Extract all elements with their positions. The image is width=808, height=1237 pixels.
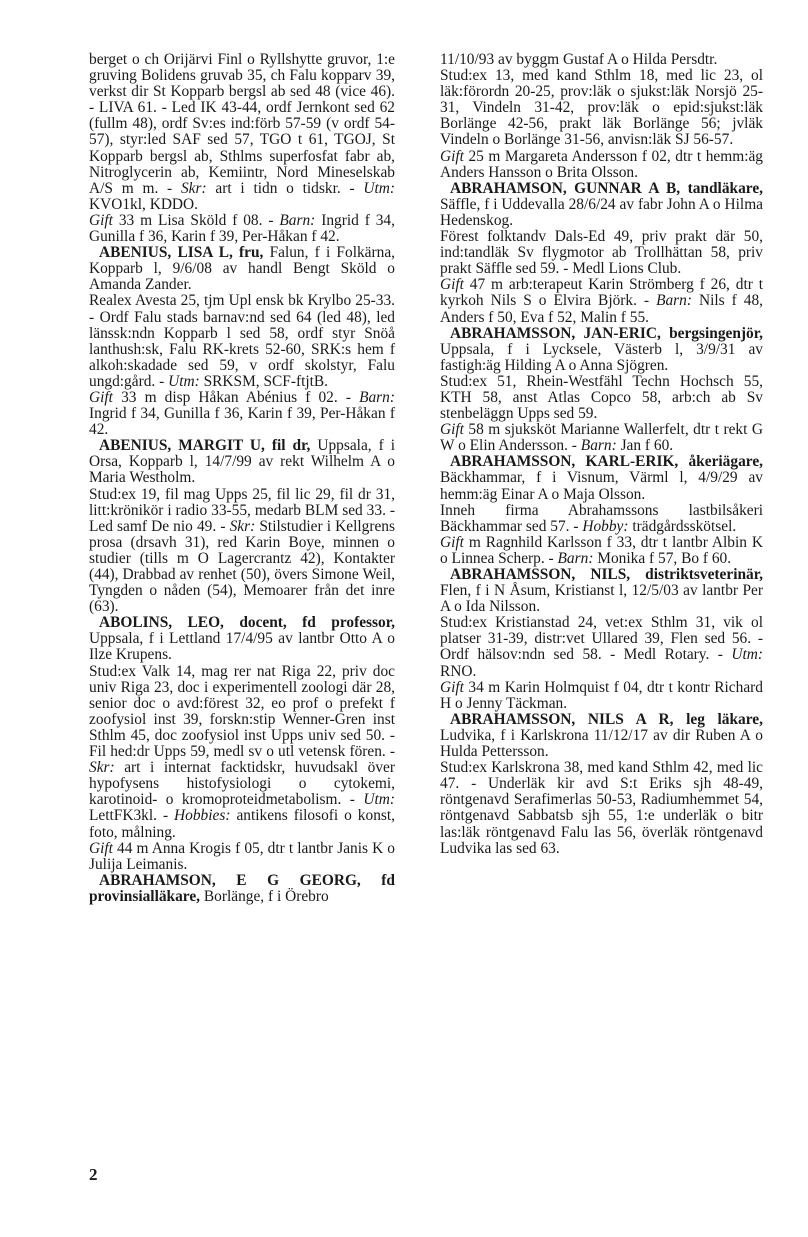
entry-text: Monika f 57, Bo f 60. (593, 549, 732, 567)
field-label: Skr: (229, 517, 256, 535)
field-label: Barn: (656, 292, 692, 310)
entry-text: Uppsala, f i Lycksele, Västerb l, 3/9/31 av fastigh:äg Hilding A o Anna Sjögren. (440, 340, 763, 374)
field-label: Skr: (89, 759, 115, 777)
entry-name: ABRAHAMSSON, KARL-ERIK, åkeriägare, (450, 453, 763, 471)
entry-heading (440, 181, 763, 229)
entry-paragraph (440, 374, 763, 422)
entry-paragraph (440, 503, 763, 535)
entry-text: Realex Avesta 25, tjm Upl ensk bk Krylbo 25-33. - Ordf Falu stads barnav:nd sed 64 (led 48), led länssk:ndn Kopparb l sed 58, ordf styr Snöå lanthush:sk, Falu RK-krets 52-60, SRK:s hem f alkoh:skadade sed 59, v ordf skolstyr, Falu ungd:gård. - (89, 292, 395, 390)
field-label: Gift (440, 276, 464, 294)
entry-name: ABENIUS, LISA L, fru, (99, 244, 264, 262)
field-label: Gift (440, 533, 464, 551)
entry-text: 47 m arb:terapeut Karin Strömberg f 26, dtr t kyrkoh Nils S o Elvira Björk. - (440, 276, 763, 310)
entry-text: Uppsala, f i Lettland 17/4/95 av lantbr Otto A o Ilze Krupens. (89, 630, 395, 664)
left-column (89, 52, 395, 905)
entry-name: ABRAHAMSSON, NILS, distriktsveterinär, (450, 566, 763, 583)
entry-paragraph (440, 68, 763, 148)
entry-paragraph (440, 535, 763, 567)
entry-text: art i internat facktidskr, huvudsakl över hypofysens histofysiologi o cytokemi, karotinoid- o kromoproteidmetabolism. - (89, 759, 395, 809)
entry-text: 33 m Lisa Sköld f 08. - (112, 211, 280, 229)
entry-text: Bäckhammar, f i Visnum, Värml l, 4/9/29 av hemm:äg Einar A o Maja Olsson. (440, 469, 763, 503)
entry-name: ABRAHAMSON, E G GEORG, fd provinsialläkare, (89, 871, 395, 905)
entry-paragraph (440, 422, 763, 454)
entry-text: Flen, f i N Åsum, Kristianst l, 12/5/03 av lantbr Per A o Ida Nilsson. (440, 582, 763, 616)
entry-text: RNO. (440, 662, 477, 680)
entry-paragraph (89, 487, 395, 616)
field-label: Barn: (359, 388, 395, 406)
page-number: 2 (89, 1165, 98, 1184)
entry-name: ABRAHAMSSON, JAN-ERIC, bergsingenjör, (450, 324, 763, 342)
field-label: Utm: (363, 179, 395, 197)
entry-paragraph (89, 293, 395, 390)
entry-text: Säffle, f i Uddevalla 28/6/24 av fabr John A o Hilma Hedenskog. (440, 195, 763, 229)
entry-text: berget o ch Orijärvi Finl o Ryllshytte gruvor, 1:e gruving Bolidens gruvab 35, ch Falu kopparv 39, verkst dir St Kopparb bergsl ab sed 48 (vice 46). - LIVA 61. - Led IK 43-44, ordf Jernkont sed 62 (fullm 48), ordf Sv:es ind:förb 57-59 (v ordf 54-57), styr:led SAF sed 57, TGO t 61, TGOJ, St Kopparb bergsl ab, Sthlms superfosfat fabr ab, Nitroglycerin ab, Kemiintr, Nord Mineselskab A/S m m. - (89, 51, 395, 197)
entry-heading (89, 615, 395, 663)
entry-text: Stilstudier i Kellgrens prosa (drsavh 31), red Karin Boye, minnen o studier (tills m O Lagercrantz 42), Kontakter (44), Drabbad av renhet (50), övers Simone Weil, Tyngden o nåden (54), Memoarer från det inre (63). (89, 517, 395, 616)
entry-heading (440, 567, 763, 615)
field-label: Barn: (557, 549, 594, 567)
entry-paragraph (440, 277, 763, 325)
entry-paragraph (440, 149, 763, 181)
field-label: Gift (440, 678, 464, 696)
field-label: Hobby: (582, 517, 629, 535)
entry-heading (89, 873, 395, 905)
field-label: Utm: (363, 791, 395, 809)
entry-text: antikens filosofi o konst, foto, målning. (89, 807, 395, 841)
entry-heading (440, 326, 763, 374)
entry-name: ABRAHAMSSON, NILS A R, leg läkare, (450, 710, 763, 728)
entry-text: Stud:ex 13, med kand Sthlm 18, med lic 23, ol läk:förordn 20-25, prov:läk o sjukst:läk Norsjö 25-31, Vindeln 31-42, prov:läk o epid:sjukst:läk Borlänge 42-56, prakt läk Borlänge 56; jvläk Vindeln o Borlänge 31-56, anvisn:läk SJ 56-57. (440, 67, 763, 149)
entry-name: ABRAHAMSON, GUNNAR A B, tandläkare, (450, 179, 763, 197)
field-label: Barn: (279, 211, 316, 229)
entry-text: Ludvika, f i Karlskrona 11/12/17 av dir Ruben A o Hulda Pettersson. (440, 726, 763, 761)
entry-heading (89, 438, 395, 486)
entry-paragraph (89, 213, 395, 245)
entry-text: Förest folktandv Dals-Ed 49, priv prakt där 50, ind:tandläk Sv flygmotor ab Trollhättan 58, priv prakt Säffle sed 59. - Medl Lions Club. (440, 228, 763, 278)
field-label: Gift (89, 839, 113, 857)
entry-text: trädgårdsskötsel. (628, 517, 737, 535)
right-column (440, 52, 763, 857)
entry-heading (89, 245, 395, 293)
entry-text: Inneh firma Abrahamssons lastbilsåkeri Bäckhammar sed 57. - (440, 501, 763, 535)
entry-text: KVO1kl, KDDO. (89, 195, 199, 213)
entry-text: Stud:ex 51, Rhein-Westfähl Techn Hochsch 55, KTH 58, anst Atlas Copco 58, arb:ch ab Sv stenbeläggn Upps sed 59. (440, 372, 763, 423)
entry-text: Ingrid f 34, Gunilla f 36, Karin f 39, Per-Håkan f 42. (89, 211, 395, 246)
entry-heading (440, 712, 763, 760)
entry-text: Stud:ex 19, fil mag Upps 25, fil lic 29, fil dr 31, litt:krönikör i radio 33-55, medarb BLM sed 33. - Led samf De nio 49. - (89, 485, 395, 535)
field-label: Gift (89, 388, 113, 406)
entry-text: SRKSM, SCF-ftjtB. (199, 372, 329, 390)
entry-paragraph (89, 52, 395, 213)
entry-text: Borlänge, f i Örebro (200, 887, 329, 905)
entry-text: 44 m Anna Krogis f 05, dtr t lantbr Janis K o Julija Leimanis. (89, 839, 395, 873)
field-label: Utm: (731, 646, 763, 664)
entry-paragraph (440, 229, 763, 277)
entry-text: Stud:ex Karlskrona 38, med kand Sthlm 42, med lic 47. - Underläk kir avd S:t Eriks sjh 48-49, röntgenavd Serafimerlas 50-53, Radiumhemmet 54, röntgenavd Sabbatsb sjh 55, 1:e underläk o bitr las:läk röntgenavd Falu las 56, överläk röntgenavd Ludvika las sed 63. (440, 759, 763, 857)
entry-text: art i tidn o tidskr. - (206, 179, 364, 197)
entry-text: Falun, f i Folkärna, Kopparb l, 9/6/08 av handl Bengt Sköld o Amanda Zander. (89, 244, 395, 294)
field-label: Gift (440, 147, 464, 165)
entry-text: Stud:ex Valk 14, mag rer nat Riga 22, priv doc univ Riga 23, doc i experimentell zoologi där 28, senior doc o avd:förest 32, eo prof o prefekt f zoofysiol inst 39, forskn:stip Wenner-Gren inst Sthlm 45, doc zoofysiol inst Upps univ sed 50. - Fil hed:dr Upps 59, medl sv o utl vetensk fören. - (89, 662, 395, 761)
entry-text: LettFK3kl. - (89, 807, 175, 825)
entry-text: m Ragnhild Karlsson f 33, dtr t lantbr Albin K o Linnea Scherp. - (440, 533, 763, 567)
field-label: Utm: (168, 372, 200, 390)
entry-text: 25 m Margareta Andersson f 02, dtr t hemm:äg Anders Hansson o Brita Olsson. (440, 147, 763, 181)
field-label: Hobbies: (174, 807, 231, 825)
entry-text: Stud:ex Kristianstad 24, vet:ex Sthlm 31, vik ol platser 31-39, distr:vet Ullared 39, Flen sed 56. - Ordf hälsov:ndn sed 58. - Medl Rotary. - (440, 614, 763, 664)
entry-paragraph (440, 52, 763, 68)
entry-heading (440, 454, 763, 502)
entry-text: Uppsala, f i Orsa, Kopparb l, 14/7/99 av rekt Wilhelm A o Maria Westholm. (89, 437, 395, 487)
entry-name: ABENIUS, MARGIT U, fil dr, (99, 437, 311, 455)
entry-text: 11/10/93 av byggm Gustaf A o Hilda Persdtr. (440, 51, 718, 68)
entry-paragraph (440, 615, 763, 679)
entry-text: Jan f 60. (616, 437, 674, 455)
entry-text: 34 m Karin Holmquist f 04, dtr t kontr Richard H o Jenny Täckman. (440, 678, 763, 712)
field-label: Gift (89, 211, 113, 229)
field-label: Skr: (180, 179, 207, 197)
entry-text: 58 m sjuksköt Marianne Wallerfelt, dtr t rekt G W o Elin Andersson. - (440, 421, 763, 455)
entry-paragraph (89, 390, 395, 438)
entry-text: Ingrid f 34, Gunilla f 36, Karin f 39, Per-Håkan f 42. (89, 405, 395, 439)
field-label: Barn: (580, 437, 617, 455)
entry-paragraph (440, 680, 763, 712)
entry-name: ABOLINS, LEO, docent, fd professor, (99, 614, 395, 632)
entry-text: Nils f 48, Anders f 50, Eva f 52, Malin f 55. (440, 292, 763, 326)
entry-paragraph (89, 664, 395, 841)
entry-text: 33 m disp Håkan Abénius f 02. - (112, 388, 360, 406)
entry-paragraph (89, 841, 395, 873)
entry-paragraph (440, 760, 763, 857)
field-label: Gift (440, 421, 464, 439)
